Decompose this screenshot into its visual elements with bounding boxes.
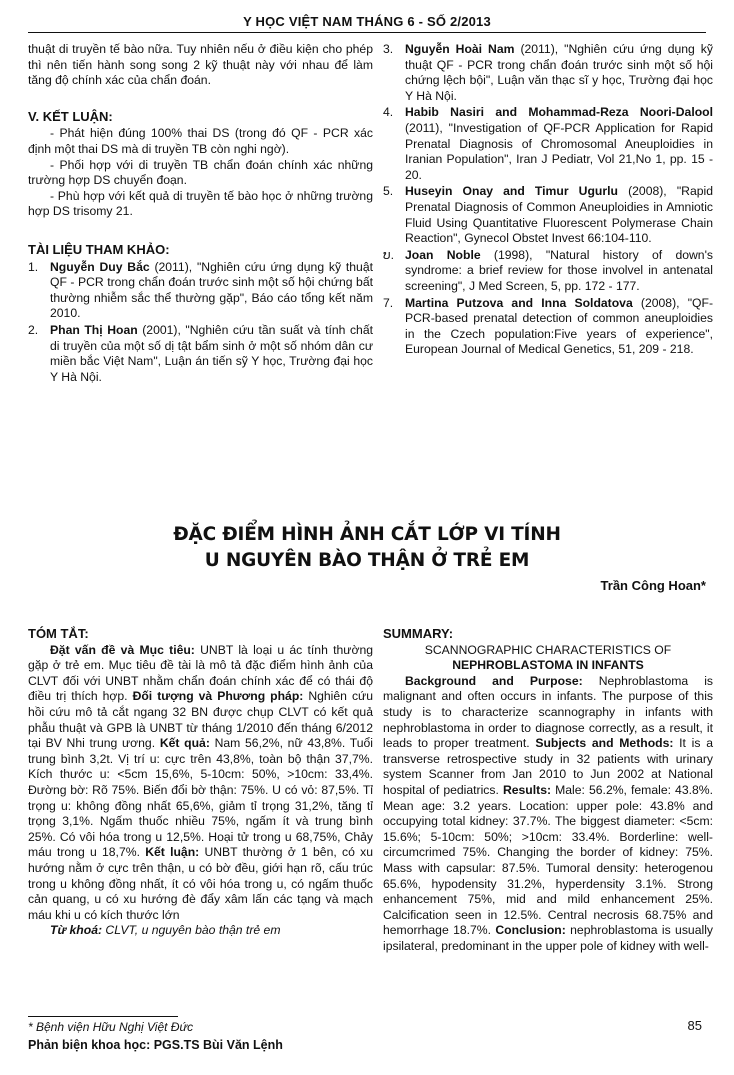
page-number: 85 <box>687 1018 702 1033</box>
running-header: Y HỌC VIỆT NAM THÁNG 6 - SỐ 2/2013 <box>243 14 491 29</box>
reference-item: 5. Huseyin Onay and Timur Ugurlu (2008), "Rapid Prenatal Diagnosis of Common Aneuploidies in Amniotic Fluid Using Quantitative Fluorescent Polymerase Chain Reaction", Gynecol Obstet Invest 66:104-110. <box>383 184 713 246</box>
continuation-paragraph: thuật di truyền tế bào nữa. Tuy nhiên nếu ở điều kiện cho phép thì nên tiến hành song song 2 kỹ thuật này với nhau để làm tăng độ chính xác của chẩn đoán. <box>28 42 373 88</box>
abstract-vi-heading: TÓM TẮT: <box>28 626 89 641</box>
abstract-english <box>383 626 713 954</box>
footnote-rule <box>28 1016 178 1017</box>
header-rule <box>28 32 706 33</box>
article-title-line1: ĐẶC ĐIỂM HÌNH ẢNH CẮT LỚP VI TÍNH <box>173 524 561 545</box>
scientific-reviewer: Phản biện khoa học: PGS.TS Bùi Văn Lệnh <box>28 1038 283 1052</box>
upper-right-column <box>383 42 713 359</box>
summary-body: Background and Purpose: Nephroblastoma is malignant and often occurs in infants. The purpose of this study is to characterize scannography in infants with nephroblastoma in order to diagnose correctly, as a result, it leads to proper treatment. Subjects and Methods: It is a transverse retrospective study in 32 patients with urinary system Scanner from Jan 2010 to Jun 2002 at National hospital of pediatrics. Results: Male: 56.2%, female: 43.8%. Mean age: 3.2 years. Location: upper pole: 43.8% and occupying total kidney: 37.7%. The biggest diameter: <5cm: 15.6%; 5-10cm: 50%; >10cm: 33.4%. Borderline: well-circumcrimed 75%. Changing the border of kidney: 75%. Mass with capsular: 87.5%. Tumoral density: heterogenou 65.6%, hypodensity 31.2%, hyperdensity 3.1%. Strong enhancement 75%, mid and mild enhancement 25%. Calcification seen in 12.5%. Central necrosis 68.75% and hemorrhage 18.7%. Conclusion: nephroblastoma is usually ipsilateral, predominant in the upper pole of kidney with well- <box>383 673 713 953</box>
article-author: Trần Công Hoan* <box>600 578 706 593</box>
author-affiliation: * Bệnh viện Hữu Nghị Việt Đức <box>28 1020 194 1034</box>
reference-item: 7. Martina Putzova and Inna Soldatova (2008), "QF-PCR-based prenatal detection of common aneuploidies in the Czech population:Five years of experience", European Journal of Medical Genetics, 51, 209 - 218. <box>383 295 714 357</box>
reference-item: 3. Nguyễn Hoài Nam (2011), "Nghiên cứu ứng dụng kỹ thuật QF - PCR trong chẩn đoán trước sinh một số hội chứng lệch bội", Luận văn thạc sĩ y học, Trường đại học Y Hà Nội. <box>383 42 713 103</box>
conclusion-heading: V. KẾT LUẬN: <box>28 108 113 124</box>
reference-item: 2. Phan Thị Hoan (2001), "Nghiên cứu tần suất và tính chất di truyền của một số dị tật bẩm sinh ở một số nhóm dân cư miền bắc Việt Nam", Luận án tiến sỹ Y học, Trường đại học Y Hà Nội. <box>28 322 373 384</box>
summary-heading: SUMMARY: <box>383 626 454 641</box>
reference-item: 1. Nguyễn Duy Bắc (2011), "Nghiên cứu ứng dụng kỹ thuật QF - PCR trong chẩn đoán trước sinh một số hội chứng bất thường nhiễm sắc thể thường gặp", Báo cáo tổng kết năm 2010. <box>28 259 373 321</box>
summary-title-line1: SCANNOGRAPHIC CHARACTERISTICS OF <box>424 642 672 657</box>
abstract-vi-body: Đặt vấn đề và Mục tiêu: UNBT là loại u ác tính thường gặp ở trẻ em. Mục tiêu đề tài là mô tả đặc điểm hình ảnh của CLVT đối với UNBT nhằm chẩn đoán chính xác để có thái độ điều trị thích hợp. Đối tượng và Phương pháp: Nghiên cứu hồi cứu mô tả cắt ngang 32 BN được chụp CLVT có kết quả phẫu thuật và GPB là UNBT từ tháng 1/2010 đến tháng 6/2012 tại BV Nhi trung ương. Kết quả: Nam 56,2%, nữ 43,8%. Tuổi trung bình 3,2t. Vị trí u: cực trên 43,8%, toàn bộ thận 37,7%. Kích thước u: <5cm 15,6%, 5-10cm: 50%, >10cm: 33,4%. Đường bờ: Rõ 75%. Biến đổi bờ thận: 75%. U có vỏ: 87,5%. Tỉ trọng u: không đồng nhất 65,6%, giảm tỉ trọng 31,2%, tăng tỉ trọng 3,1%. Ngấm thuốc nhiều 75%, ngấm ít và trung bình 25%. Có vôi hóa trong u 12,5%. Hoại tử trong u 68,75%, Chảy máu trong u 18,7%. Kết luận: UNBT thường ở 1 bên, có xu hướng nằm ở cực trên thận, u có bờ đều, giới hạn rõ, cấu trúc trong u không đồng nhất, ít có vôi hóa trong u, có ngấm thuốc cản quang, u có xu hướng đè đẩy xâm lấn các tạng và mạch máu khi u có kích thước lớn <box>28 642 373 922</box>
conclusion-item: - Phù hợp với kết quả di truyền tế bào học ở những trường hợp DS trisomy 21. <box>28 188 373 219</box>
summary-title-line2: NEPHROBLASTOMA IN INFANTS <box>452 658 644 673</box>
upper-left-column <box>28 42 373 386</box>
reference-item: ບ. Joan Noble (1998), "Natural history of down's syndrome: a brief review for those involvel in antenatal screening", J Med Screen, 5, pp. 172 - 177. <box>383 247 713 293</box>
conclusion-item: - Phối hợp với di truyền TB chẩn đoán chính xác những trường hợp DS chuyển đoạn. <box>28 157 373 188</box>
article-title-line2: U NGUYÊN BÀO THẬN Ở TRẺ EM <box>204 550 530 571</box>
reference-item: 4. Habib Nasiri and Mohammad-Reza Noori-Dalool (2011), "Investigation of QF-PCR Application for Rapid Prenatal Diagnosis of Chromosomal Aneuploidies in Iranian Population", Iran J Pediatr, Vol 21,No 1, pp. 15 - 20. <box>383 105 713 182</box>
conclusion-item: - Phát hiện đúng 100% thai DS (trong đó QF - PCR xác định một thai DS mà di truyền TB còn nghi ngờ). <box>28 126 373 156</box>
references-heading: TÀI LIỆU THAM KHẢO: <box>28 241 170 257</box>
abstract-vi-keywords: Từ khoá: CLVT, u nguyên bào thận trẻ em <box>50 923 281 938</box>
abstract-vietnamese <box>28 626 373 939</box>
